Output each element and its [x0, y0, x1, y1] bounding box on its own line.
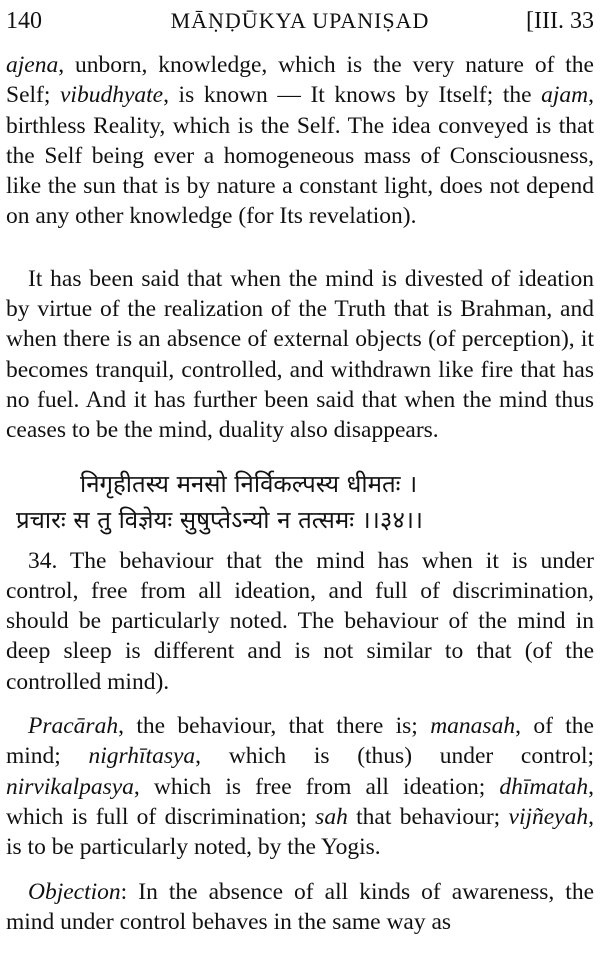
term-manasah: manasah	[430, 713, 516, 740]
text-run: that behaviour;	[347, 803, 509, 830]
verse-line-2: प्रचारः स तु विज्ञेयः सुषुप्तेऽन्यो न तत्समः ।।३४।।	[16, 505, 424, 534]
term-nirvikalpasya: nirvikalpasya	[6, 773, 134, 800]
verse-line-1: निगृहीतस्य मनसो निर्विकल्पस्य धीमतः ।	[80, 469, 418, 498]
commentary-paragraph-3	[6, 711, 594, 862]
term-ajam: ajam	[541, 82, 589, 109]
text-run: , of the mind;	[6, 713, 594, 770]
term-dhimatah: dhīmatah	[499, 773, 589, 800]
term-objection: Objection	[28, 878, 121, 905]
text-run: , is to be particularly noted, by the Yogis.	[6, 803, 594, 861]
term-vibudhyate: vibudhyate	[59, 82, 164, 109]
sanskrit-verse	[16, 466, 594, 538]
commentary-paragraph-1	[6, 50, 594, 232]
verse-reference: [III. 33	[526, 8, 594, 34]
verse-translation: 34. The behaviour that the mind has when it is under control, free from all ideation, and full of discrimination, should be particularly noted. The behaviour of the mind in deep sleep is different and is not similar to that (of the controlled mind).	[6, 547, 594, 695]
text-run: , which is (thus) under control;	[195, 743, 595, 770]
term-sah: sah	[315, 803, 348, 830]
text-run: , the behaviour, that there is;	[118, 713, 431, 740]
term-vijneyah: vijñeyah	[508, 803, 589, 830]
objection-paragraph	[6, 877, 594, 938]
term-ajena: ajena	[6, 52, 59, 78]
text-run: , unborn, knowledge, which is the very nature of the Self;	[6, 52, 594, 109]
text-run: , is known — It knows by Itself; the	[163, 82, 542, 109]
text-run: , birthless Reality, which is the Self. The idea conveyed is that the Self being ever a homogeneous mass of Consciousness, like the sun that is by nature a constant light, does not depend on any other knowledge (for Its revelation).	[6, 82, 595, 230]
text-run: , which is free from all ideation;	[133, 773, 500, 800]
page-body	[6, 50, 594, 937]
text-run: : In the absence of all kinds of awareness, the mind under control behaves in the same way as	[6, 878, 594, 935]
commentary-paragraph-2: It has been said that when the mind is divested of ideation by virtue of the realization of the Truth that is Brahman, and when there is an absence of external objects (of perception), it becomes tranquil, controlled, and withdrawn like fire that has no fuel. And it has further been said that when the mind thus ceases to be the mind, duality also disappears.	[6, 265, 594, 444]
running-title: MĀṆḌŪKYA UPANIṢAD	[170, 8, 430, 33]
page-number: 140	[6, 8, 42, 34]
term-pracarah: Pracārah	[28, 713, 119, 740]
text-run: , which is full of discrimination;	[6, 773, 594, 830]
term-nigrhitasya: nigrhītasya	[88, 743, 196, 770]
running-header	[6, 4, 594, 38]
